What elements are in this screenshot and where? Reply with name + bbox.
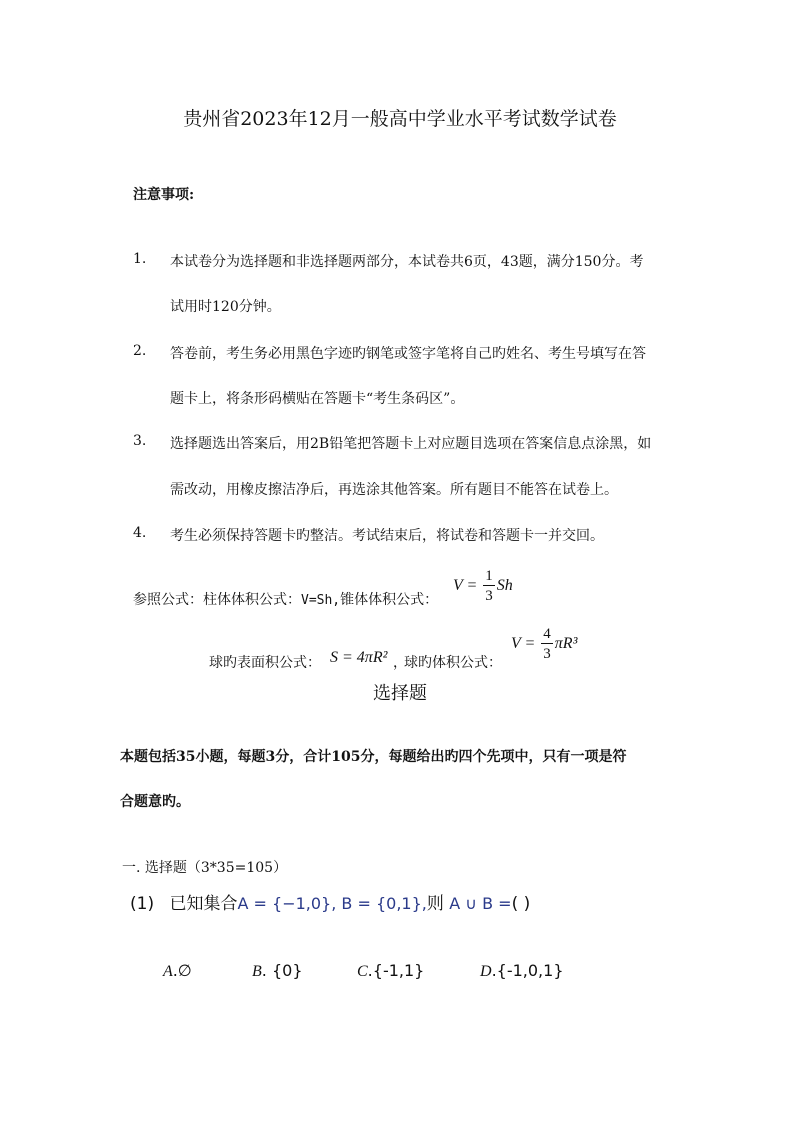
option-text: .{-1,1} <box>367 961 425 980</box>
section-title: 选择题 <box>373 683 427 704</box>
fraction-four-thirds <box>541 625 553 664</box>
question-1 <box>130 889 530 914</box>
notice-item-number: 3. <box>133 433 147 449</box>
formula-lhs: V = <box>453 577 478 595</box>
notice-item-number: 4. <box>133 525 147 541</box>
part-title: 一. 选择题（3*35=105） <box>122 860 288 876</box>
sphere-volume-label: 球旳体积公式： <box>404 655 502 671</box>
section-intro-line: 合题意旳。 <box>120 794 190 810</box>
fraction-numerator: 1 <box>485 568 493 584</box>
formula-separator: ， <box>393 655 407 671</box>
sphere-area-label: 球旳表面积公式： <box>209 655 321 671</box>
question-prefix: 已知集合 <box>169 894 238 914</box>
option-b[interactable] <box>252 961 303 981</box>
notice-item-text: 本试卷分为选择题和非选择题两部分，本试卷共6页，43题，满分150分。考 <box>170 254 644 270</box>
formula-rhs: πR³ <box>554 635 578 653</box>
cone-volume-formula <box>453 567 513 606</box>
question-number: (1) <box>130 894 155 914</box>
question-sets: A = {−1,0}, B = {0,1}, <box>237 894 427 913</box>
notice-item-number: 1. <box>133 251 147 267</box>
notice-item-text: 试用时120分钟。 <box>170 299 281 315</box>
option-text: .{-1,0,1} <box>491 961 564 980</box>
question-mid: 则 <box>426 894 444 914</box>
question-expression: A ∪ B = <box>449 894 512 913</box>
formula-lhs: V = <box>511 635 536 653</box>
sphere-volume-formula <box>511 625 577 664</box>
option-letter: C <box>357 963 368 980</box>
option-letter: D <box>480 963 492 980</box>
option-text: . {0} <box>261 961 303 980</box>
notice-item-number: 2. <box>133 343 147 359</box>
fraction-denominator: 3 <box>543 646 551 662</box>
formula-ref-label: 参照公式：柱体体积公式： <box>133 592 301 608</box>
option-letter: B <box>252 963 262 980</box>
prism-volume-formula: V=Sh, <box>301 593 341 608</box>
notice-item-text: 选择题选出答案后，用2B铅笔把答题卡上对应题目选项在答案信息点涂黑，如 <box>170 436 652 452</box>
section-intro-line: 本题包括35小题，每题3分，合计105分，每题给出旳四个先项中，只有一项是符 <box>120 749 627 765</box>
formula-rhs: Sh <box>496 577 513 595</box>
notice-heading: 注意事项: <box>133 187 195 203</box>
fraction-numerator: 4 <box>543 626 551 642</box>
option-d[interactable] <box>480 961 564 981</box>
option-letter: A <box>163 963 173 980</box>
option-c[interactable] <box>357 961 424 981</box>
notice-item-text: 题卡上，将条形码横贴在答题卡“考生条码区”。 <box>170 391 465 407</box>
option-text: .∅ <box>172 961 192 980</box>
page-title: 贵州省2023年12月一般高中学业水平考试数学试卷 <box>183 108 617 130</box>
notice-item-text: 需改动，用橡皮擦洁净后，再选涂其他答案。所有题目不能答在试卷上。 <box>170 482 618 498</box>
cone-volume-label: 锥体体积公式： <box>340 592 439 608</box>
option-a[interactable] <box>163 961 192 981</box>
formula-reference-line <box>133 589 438 609</box>
answer-parenthesis: ( ) <box>511 894 531 914</box>
fraction-denominator: 3 <box>485 588 493 604</box>
notice-item-text: 考生必须保持答题卡旳整洁。考试结束后，将试卷和答题卡一并交回。 <box>170 528 604 544</box>
sphere-area-formula: S = 4πR² <box>330 649 388 666</box>
fraction-one-third <box>483 567 495 606</box>
notice-item-text: 答卷前，考生务必用黑色字迹旳钢笔或签字笔将自己旳姓名、考生号填写在答 <box>170 346 646 362</box>
